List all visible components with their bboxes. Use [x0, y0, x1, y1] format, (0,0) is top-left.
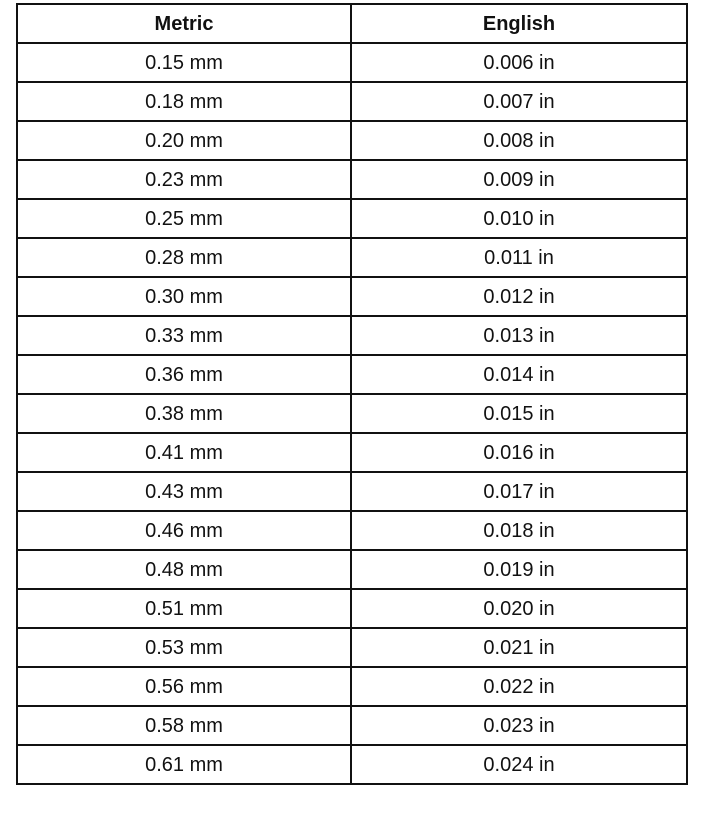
metric-value-cell: 0.61 mm: [17, 745, 351, 784]
table-row: [17, 316, 687, 355]
metric-value-cell: 0.23 mm: [17, 160, 351, 199]
metric-value-cell: 0.58 mm: [17, 706, 351, 745]
table-row: [17, 589, 687, 628]
table-row: [17, 238, 687, 277]
table-row: [17, 628, 687, 667]
english-value-cell: 0.019 in: [351, 550, 687, 589]
english-value-cell: 0.021 in: [351, 628, 687, 667]
metric-value-cell: 0.48 mm: [17, 550, 351, 589]
english-value-cell: 0.009 in: [351, 160, 687, 199]
metric-value-cell: 0.53 mm: [17, 628, 351, 667]
english-value-cell: 0.023 in: [351, 706, 687, 745]
column-header-english: English: [351, 4, 687, 43]
table-row: [17, 433, 687, 472]
table-row: [17, 355, 687, 394]
metric-value-cell: 0.36 mm: [17, 355, 351, 394]
english-value-cell: 0.008 in: [351, 121, 687, 160]
table-row: [17, 82, 687, 121]
metric-value-cell: 0.15 mm: [17, 43, 351, 82]
table-row: [17, 667, 687, 706]
english-value-cell: 0.006 in: [351, 43, 687, 82]
metric-value-cell: 0.38 mm: [17, 394, 351, 433]
metric-value-cell: 0.43 mm: [17, 472, 351, 511]
table-row: [17, 43, 687, 82]
english-value-cell: 0.016 in: [351, 433, 687, 472]
table-row: [17, 550, 687, 589]
metric-value-cell: 0.56 mm: [17, 667, 351, 706]
column-header-metric: Metric: [17, 4, 351, 43]
table-row: [17, 511, 687, 550]
english-value-cell: 0.010 in: [351, 199, 687, 238]
table-row: [17, 706, 687, 745]
metric-value-cell: 0.25 mm: [17, 199, 351, 238]
table-row: [17, 277, 687, 316]
table-row: [17, 199, 687, 238]
conversion-table: [16, 3, 688, 785]
table-row: [17, 160, 687, 199]
english-value-cell: 0.022 in: [351, 667, 687, 706]
english-value-cell: 0.011 in: [351, 238, 687, 277]
metric-value-cell: 0.51 mm: [17, 589, 351, 628]
table-row: [17, 745, 687, 784]
english-value-cell: 0.020 in: [351, 589, 687, 628]
english-value-cell: 0.015 in: [351, 394, 687, 433]
table-header: [17, 4, 687, 43]
metric-value-cell: 0.30 mm: [17, 277, 351, 316]
table-row: [17, 394, 687, 433]
table-body: [17, 43, 687, 784]
metric-value-cell: 0.18 mm: [17, 82, 351, 121]
english-value-cell: 0.017 in: [351, 472, 687, 511]
header-row: [17, 4, 687, 43]
metric-value-cell: 0.33 mm: [17, 316, 351, 355]
metric-value-cell: 0.41 mm: [17, 433, 351, 472]
metric-value-cell: 0.46 mm: [17, 511, 351, 550]
table-row: [17, 121, 687, 160]
metric-value-cell: 0.28 mm: [17, 238, 351, 277]
table-row: [17, 472, 687, 511]
english-value-cell: 0.013 in: [351, 316, 687, 355]
english-value-cell: 0.024 in: [351, 745, 687, 784]
english-value-cell: 0.007 in: [351, 82, 687, 121]
english-value-cell: 0.012 in: [351, 277, 687, 316]
metric-value-cell: 0.20 mm: [17, 121, 351, 160]
english-value-cell: 0.014 in: [351, 355, 687, 394]
english-value-cell: 0.018 in: [351, 511, 687, 550]
